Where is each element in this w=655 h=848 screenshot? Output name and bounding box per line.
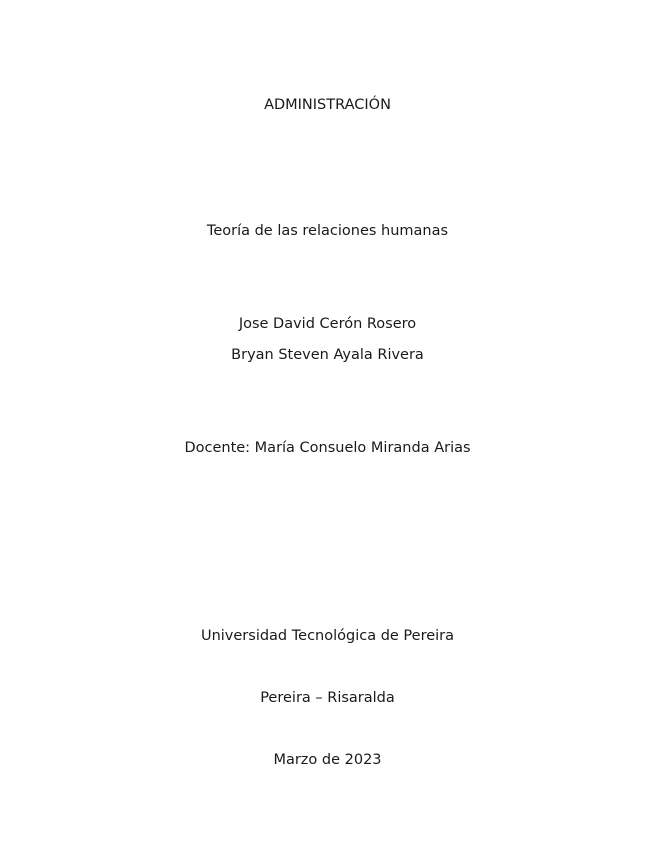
author-name-1: Jose David Cerón Rosero bbox=[238, 316, 417, 332]
institution-name: Universidad Tecnológica de Pereira bbox=[200, 628, 455, 644]
location-line: Pereira – Risaralda bbox=[260, 690, 395, 706]
date-line: Marzo de 2023 bbox=[273, 752, 382, 768]
teacher-line: Docente: María Consuelo Miranda Arias bbox=[184, 440, 471, 456]
subject-heading: ADMINISTRACIÓN bbox=[264, 97, 391, 113]
author-name-2: Bryan Steven Ayala Rivera bbox=[231, 347, 424, 363]
document-title: Teoría de las relaciones humanas bbox=[206, 223, 449, 239]
